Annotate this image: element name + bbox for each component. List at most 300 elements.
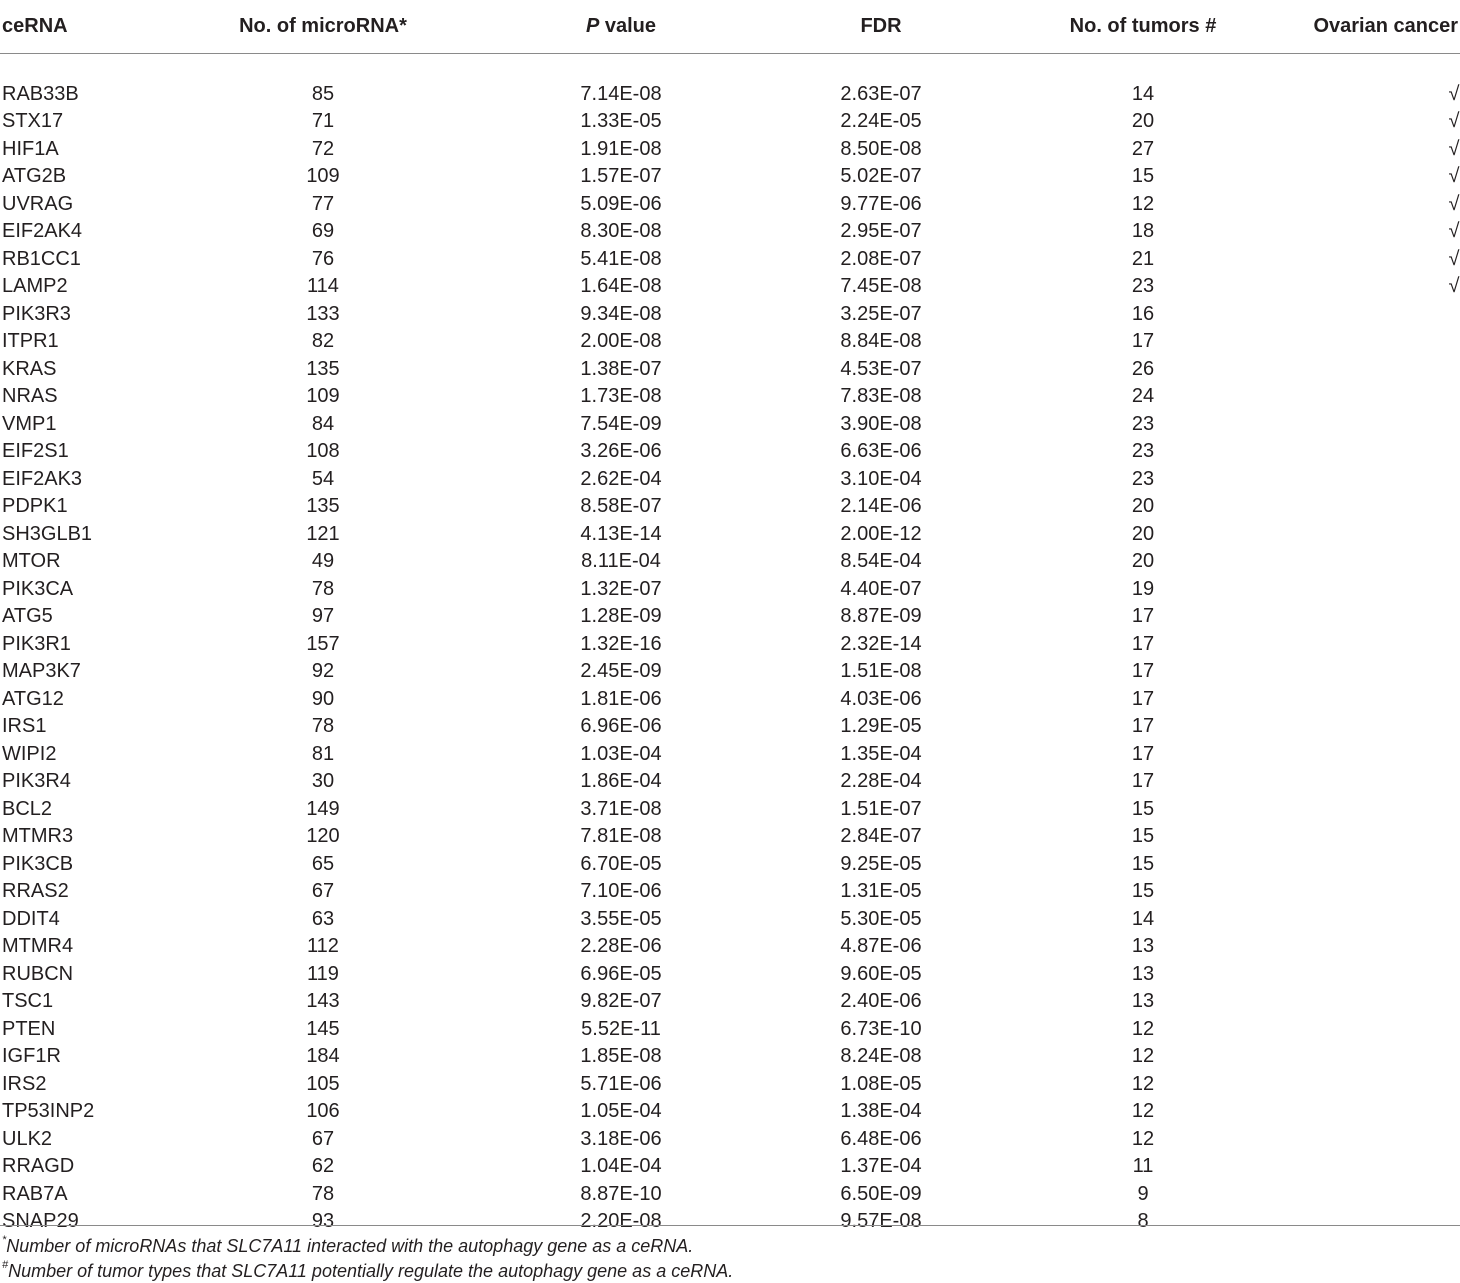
cell-ovarian-check (1300, 631, 1460, 659)
table-row (0, 878, 1460, 906)
cell-ovarian-check (1300, 383, 1460, 411)
cell-p-value: 5.09E-06 (580, 192, 662, 215)
cell-fdr: 2.40E-06 (840, 990, 922, 1012)
cell-p-value: 3.55E-05 (580, 907, 662, 930)
cell-ovarian-check: √ (1448, 137, 1460, 160)
table-row (0, 383, 1460, 411)
cell-fdr: 9.25E-05 (840, 852, 922, 875)
cell-ovarian-check (1300, 1098, 1460, 1126)
cell-fdr: 4.40E-07 (840, 577, 922, 600)
cell-p-value: 2.28E-06 (580, 935, 662, 957)
cell-microrna-count: 30 (311, 770, 335, 792)
cell-p-value: 1.91E-08 (580, 137, 662, 160)
cell-ovarian-check: √ (1448, 220, 1460, 242)
cell-microrna-count: 135 (306, 357, 340, 380)
cell-ovarian-check (1300, 493, 1460, 521)
cell-p-value: 8.87E-10 (580, 1182, 662, 1205)
cell-ovarian-check (1300, 988, 1460, 1016)
cell-microrna-count: 65 (311, 852, 335, 875)
cell-ovarian-check (1300, 356, 1460, 384)
cell-p-value: 1.38E-07 (580, 357, 662, 380)
spacer-cell (0, 53, 1460, 81)
cell-cerna: MAP3K7 (2, 660, 81, 682)
cell-tumor-count: 17 (1131, 715, 1155, 737)
cell-p-value: 1.85E-08 (580, 1045, 662, 1067)
cell-microrna-count: 54 (311, 467, 335, 490)
cell-ovarian-check (1300, 796, 1460, 824)
table-row (0, 933, 1460, 961)
header-tumor-count: No. of tumors # (986, 0, 1300, 53)
cell-ovarian-check: √ (1448, 110, 1460, 132)
cell-cerna: RRAS2 (2, 880, 69, 902)
table-row (0, 136, 1460, 164)
cell-ovarian-check (1300, 906, 1460, 934)
cell-ovarian-check (1300, 713, 1460, 741)
cell-ovarian-check: √ (1448, 275, 1460, 297)
cell-fdr: 2.28E-04 (840, 770, 922, 792)
cell-cerna: BCL2 (2, 797, 53, 820)
cell-microrna-count: 67 (311, 1127, 335, 1150)
cell-tumor-count: 8 (1137, 1210, 1149, 1232)
table-row (0, 1208, 1460, 1236)
cell-tumor-count: 27 (1131, 137, 1155, 160)
header-p-value-rest: value (599, 15, 657, 37)
cell-cerna: EIF2AK4 (2, 220, 83, 242)
cell-cerna: ATG5 (2, 605, 53, 627)
cell-cerna: LAMP2 (2, 275, 68, 297)
cell-cerna: MTMR3 (2, 825, 74, 847)
cell-microrna-count: 120 (306, 825, 340, 847)
cell-cerna: PIK3CB (2, 852, 74, 875)
table-row (0, 411, 1460, 439)
cell-cerna: SNAP29 (2, 1210, 79, 1232)
cell-fdr: 1.31E-05 (840, 880, 922, 902)
cell-cerna: STX17 (2, 110, 64, 132)
cell-microrna-count: 84 (311, 412, 335, 435)
cell-microrna-count: 145 (306, 1017, 340, 1040)
footnote-marker-asterisk: * (2, 1234, 7, 1246)
cell-tumor-count: 19 (1131, 577, 1155, 600)
table-row (0, 218, 1460, 246)
cell-ovarian-check (1300, 686, 1460, 714)
cell-ovarian-check (1300, 411, 1460, 439)
cell-microrna-count: 119 (307, 962, 339, 985)
cell-tumor-count: 13 (1131, 962, 1155, 985)
cell-ovarian-check (1300, 1181, 1460, 1209)
header-row (0, 0, 1460, 53)
cell-fdr: 8.87E-09 (840, 605, 922, 627)
cell-p-value: 3.71E-08 (580, 797, 662, 820)
cell-microrna-count: 135 (306, 495, 340, 517)
table-row (0, 686, 1460, 714)
cell-cerna: ATG12 (2, 687, 64, 710)
cell-fdr: 1.38E-04 (840, 1100, 922, 1122)
cell-p-value: 1.33E-05 (580, 110, 662, 132)
cell-microrna-count: 121 (306, 522, 340, 545)
cell-fdr: 1.08E-05 (840, 1072, 922, 1095)
cell-fdr: 1.51E-08 (840, 660, 922, 682)
cell-fdr: 4.87E-06 (840, 935, 922, 957)
table-row (0, 906, 1460, 934)
cell-cerna: PDPK1 (2, 495, 68, 517)
table-row (0, 823, 1460, 851)
cell-microrna-count: 78 (311, 1182, 335, 1205)
cell-tumor-count: 12 (1131, 1127, 1155, 1150)
table-row (0, 246, 1460, 274)
cell-tumor-count: 23 (1131, 467, 1155, 490)
cell-fdr: 6.50E-09 (840, 1182, 922, 1205)
cell-fdr: 8.84E-08 (840, 330, 922, 352)
cell-p-value: 9.82E-07 (580, 990, 662, 1012)
table-row (0, 1126, 1460, 1154)
cell-cerna: EIF2S1 (2, 440, 69, 462)
cell-tumor-count: 12 (1131, 192, 1155, 215)
cell-ovarian-check (1300, 1071, 1460, 1099)
cell-cerna: RAB7A (2, 1182, 68, 1205)
cell-fdr: 4.53E-07 (840, 357, 922, 380)
cell-ovarian-check (1300, 328, 1460, 356)
cell-p-value: 1.32E-16 (580, 632, 662, 655)
table-row (0, 576, 1460, 604)
cell-fdr: 2.08E-07 (840, 247, 922, 270)
cell-microrna-count: 76 (311, 247, 335, 270)
cell-cerna: IRS2 (2, 1072, 47, 1095)
table-row (0, 1016, 1460, 1044)
cell-fdr: 3.90E-08 (840, 412, 922, 435)
cell-p-value: 2.20E-08 (580, 1210, 662, 1232)
cell-ovarian-check (1300, 1043, 1460, 1071)
cell-p-value: 8.11E-04 (581, 550, 661, 572)
cell-p-value: 2.62E-04 (580, 467, 662, 490)
cell-tumor-count: 15 (1131, 825, 1155, 847)
cell-microrna-count: 63 (311, 907, 335, 930)
cell-tumor-count: 15 (1131, 880, 1155, 902)
table-row (0, 356, 1460, 384)
cell-p-value: 7.81E-08 (580, 825, 662, 847)
table-row (0, 1181, 1460, 1209)
footnote-tumors-text: Number of tumor types that SLC7A11 potentially regulate the autophagy gene as a ceRNA. (8, 1261, 734, 1281)
cell-cerna: PIK3CA (2, 577, 74, 600)
cell-ovarian-check: √ (1448, 165, 1460, 187)
table-row (0, 438, 1460, 466)
cell-ovarian-check (1300, 768, 1460, 796)
header-p-value-italic: P (585, 15, 600, 37)
cell-fdr: 7.83E-08 (840, 385, 922, 407)
cell-tumor-count: 17 (1131, 660, 1155, 682)
cell-fdr: 2.00E-12 (840, 522, 922, 545)
cell-p-value: 1.04E-04 (580, 1155, 662, 1177)
cell-p-value: 4.13E-14 (580, 522, 662, 545)
cell-tumor-count: 12 (1131, 1100, 1155, 1122)
table-row (0, 1043, 1460, 1071)
cell-ovarian-check: √ (1448, 247, 1460, 270)
cell-fdr: 2.24E-05 (840, 110, 922, 132)
table-body (0, 53, 1460, 1236)
cell-p-value: 3.26E-06 (580, 440, 662, 462)
cell-microrna-count: 67 (311, 880, 335, 902)
cell-microrna-count: 109 (306, 165, 340, 187)
cell-p-value: 5.71E-06 (580, 1072, 662, 1095)
cell-ovarian-check: √ (1448, 82, 1460, 105)
table-header (0, 0, 1460, 53)
cell-ovarian-check (1300, 823, 1460, 851)
cell-cerna: IGF1R (2, 1045, 61, 1067)
cell-microrna-count: 78 (311, 715, 335, 737)
table-row (0, 851, 1460, 879)
cell-ovarian-check (1300, 1153, 1460, 1181)
cell-microrna-count: 97 (311, 605, 335, 627)
table-row (0, 741, 1460, 769)
header-ovarian-cancer: Ovarian cancer (1300, 0, 1460, 53)
cell-tumor-count: 20 (1131, 550, 1155, 572)
cell-cerna: MTOR (2, 550, 61, 572)
cell-microrna-count: 71 (311, 110, 335, 132)
cell-ovarian-check (1300, 878, 1460, 906)
cell-fdr: 8.50E-08 (840, 137, 922, 160)
cell-tumor-count: 21 (1131, 247, 1155, 270)
cell-fdr: 1.29E-05 (840, 715, 922, 737)
cell-tumor-count: 12 (1131, 1017, 1155, 1040)
cell-p-value: 7.14E-08 (580, 82, 662, 105)
table-row (0, 1153, 1460, 1181)
cell-fdr: 3.10E-04 (840, 467, 922, 490)
cell-p-value: 1.57E-07 (580, 165, 662, 187)
cell-microrna-count: 62 (311, 1155, 335, 1177)
cell-p-value: 5.52E-11 (581, 1017, 661, 1040)
cell-fdr: 8.54E-04 (840, 550, 922, 572)
cell-fdr: 6.63E-06 (840, 440, 922, 462)
table-row (0, 961, 1460, 989)
cell-p-value: 1.81E-06 (580, 687, 662, 710)
table-row (0, 796, 1460, 824)
cell-fdr: 1.51E-07 (840, 797, 922, 820)
cell-microrna-count: 85 (311, 82, 335, 105)
cell-p-value: 1.32E-07 (580, 577, 662, 600)
cell-cerna: PIK3R3 (2, 302, 71, 325)
cell-tumor-count: 14 (1131, 82, 1155, 105)
cell-ovarian-check (1300, 1016, 1460, 1044)
cell-cerna: ULK2 (2, 1127, 53, 1150)
cell-ovarian-check (1300, 438, 1460, 466)
cell-microrna-count: 93 (311, 1210, 335, 1232)
cell-p-value: 9.34E-08 (580, 302, 662, 325)
cell-tumor-count: 15 (1131, 165, 1155, 187)
cell-p-value: 1.03E-04 (580, 742, 662, 765)
footnote-marker-hash: # (2, 1259, 9, 1271)
cell-ovarian-check (1300, 576, 1460, 604)
header-fdr: FDR (776, 0, 986, 53)
cell-cerna: RUBCN (2, 962, 74, 985)
cell-p-value: 6.70E-05 (580, 852, 662, 875)
cell-tumor-count: 17 (1131, 687, 1155, 710)
cell-ovarian-check (1300, 961, 1460, 989)
cell-fdr: 1.35E-04 (840, 742, 922, 765)
cell-ovarian-check (1300, 603, 1460, 631)
cell-cerna: TSC1 (2, 990, 54, 1012)
cell-tumor-count: 12 (1131, 1045, 1155, 1067)
cell-microrna-count: 157 (306, 632, 340, 655)
cell-microrna-count: 72 (311, 137, 335, 160)
cell-tumor-count: 24 (1131, 385, 1155, 407)
cell-microrna-count: 106 (306, 1100, 340, 1122)
cell-p-value: 8.58E-07 (580, 495, 662, 517)
cell-ovarian-check (1300, 658, 1460, 686)
cell-p-value: 3.18E-06 (580, 1127, 662, 1150)
cell-p-value: 7.10E-06 (580, 880, 662, 902)
cell-tumor-count: 16 (1131, 302, 1155, 325)
cell-cerna: KRAS (2, 357, 57, 380)
table-row (0, 301, 1460, 329)
cell-microrna-count: 78 (311, 577, 335, 600)
cell-p-value: 1.28E-09 (580, 605, 662, 627)
cell-fdr: 2.63E-07 (840, 82, 922, 105)
cell-tumor-count: 17 (1131, 330, 1155, 352)
cell-cerna: PIK3R4 (2, 770, 71, 792)
cell-p-value: 1.05E-04 (580, 1100, 662, 1122)
cell-cerna: TP53INP2 (2, 1100, 95, 1122)
cell-microrna-count: 149 (306, 797, 340, 820)
cell-fdr: 9.77E-06 (840, 192, 922, 215)
cell-microrna-count: 81 (311, 742, 335, 765)
cell-fdr: 1.37E-04 (840, 1155, 922, 1177)
footnote-tumors (2, 1261, 733, 1282)
header-microrna-count: No. of microRNA* (180, 0, 466, 53)
cell-tumor-count: 15 (1131, 797, 1155, 820)
cell-fdr: 6.73E-10 (840, 1017, 922, 1040)
table-row (0, 191, 1460, 219)
cell-cerna: MTMR4 (2, 935, 74, 957)
cell-microrna-count: 184 (306, 1045, 340, 1067)
cell-cerna: RB1CC1 (2, 247, 81, 270)
cell-fdr: 4.03E-06 (840, 687, 922, 710)
cell-ovarian-check (1300, 301, 1460, 329)
table-row (0, 658, 1460, 686)
table-row (0, 631, 1460, 659)
cell-cerna: RAB33B (2, 82, 79, 105)
cell-tumor-count: 18 (1131, 220, 1155, 242)
cell-cerna: IRS1 (2, 715, 47, 737)
cell-microrna-count: 112 (307, 935, 339, 957)
cell-ovarian-check (1300, 741, 1460, 769)
cell-tumor-count: 26 (1131, 357, 1155, 380)
cell-ovarian-check: √ (1448, 192, 1460, 215)
cell-tumor-count: 11 (1132, 1155, 1154, 1177)
cell-cerna: UVRAG (2, 192, 74, 215)
table-row (0, 163, 1460, 191)
cell-microrna-count: 108 (306, 440, 340, 462)
cell-cerna: WIPI2 (2, 742, 57, 765)
cell-tumor-count: 13 (1131, 935, 1155, 957)
cell-microrna-count: 143 (306, 990, 340, 1012)
cell-p-value: 2.00E-08 (580, 330, 662, 352)
cell-tumor-count: 12 (1131, 1072, 1155, 1095)
table-row (0, 81, 1460, 109)
cell-microrna-count: 133 (306, 302, 340, 325)
cell-microrna-count: 69 (311, 220, 335, 242)
table-row (0, 988, 1460, 1016)
cell-fdr: 2.84E-07 (840, 825, 922, 847)
table-row (0, 108, 1460, 136)
table-row (0, 548, 1460, 576)
footnote-microrna-text: Number of microRNAs that SLC7A11 interacted with the autophagy gene as a ceRNA. (6, 1236, 694, 1256)
table-row (0, 1071, 1460, 1099)
cell-p-value: 6.96E-06 (580, 715, 662, 737)
cell-tumor-count: 14 (1131, 907, 1155, 930)
cell-ovarian-check (1300, 1126, 1460, 1154)
cell-microrna-count: 92 (311, 660, 335, 682)
cell-microrna-count: 105 (306, 1072, 340, 1095)
cell-ovarian-check (1300, 933, 1460, 961)
cell-fdr: 6.48E-06 (840, 1127, 922, 1150)
cell-microrna-count: 90 (311, 687, 335, 710)
cell-p-value: 8.30E-08 (580, 220, 662, 242)
header-cerna: ceRNA (0, 0, 180, 53)
cell-tumor-count: 17 (1131, 742, 1155, 765)
cell-tumor-count: 20 (1131, 110, 1155, 132)
table-row (0, 768, 1460, 796)
cell-ovarian-check (1300, 851, 1460, 879)
cell-p-value: 1.73E-08 (580, 385, 662, 407)
cell-fdr: 8.24E-08 (840, 1045, 922, 1067)
cell-fdr: 2.95E-07 (840, 220, 922, 242)
cell-ovarian-check (1300, 548, 1460, 576)
cell-fdr: 5.30E-05 (840, 907, 922, 930)
cell-tumor-count: 23 (1131, 412, 1155, 435)
cell-fdr: 2.14E-06 (840, 495, 922, 517)
cell-tumor-count: 20 (1131, 495, 1155, 517)
cell-fdr: 5.02E-07 (840, 165, 922, 187)
table-row (0, 328, 1460, 356)
cell-tumor-count: 17 (1131, 770, 1155, 792)
cell-p-value: 2.45E-09 (580, 660, 662, 682)
cell-fdr: 9.57E-08 (840, 1210, 922, 1232)
table-row (0, 713, 1460, 741)
cell-cerna: NRAS (2, 385, 58, 407)
cell-ovarian-check (1300, 1208, 1460, 1236)
cell-p-value: 1.64E-08 (580, 275, 662, 297)
cell-microrna-count: 109 (306, 385, 340, 407)
cell-cerna: HIF1A (2, 137, 59, 160)
cell-p-value: 7.54E-09 (580, 412, 662, 435)
cell-ovarian-check (1300, 521, 1460, 549)
cell-tumor-count: 23 (1131, 440, 1155, 462)
cell-p-value: 1.86E-04 (580, 770, 662, 792)
cell-tumor-count: 15 (1131, 852, 1155, 875)
table-row (0, 521, 1460, 549)
table-row (0, 493, 1460, 521)
cell-fdr: 2.32E-14 (840, 632, 922, 655)
footnote-microrna (2, 1236, 693, 1257)
header-p-value (466, 0, 776, 53)
table-row (0, 1098, 1460, 1126)
cell-cerna: SH3GLB1 (2, 522, 93, 545)
cell-microrna-count: 77 (311, 192, 335, 215)
cell-microrna-count: 114 (307, 275, 339, 297)
cell-fdr: 7.45E-08 (840, 275, 922, 297)
cell-cerna: PIK3R1 (2, 632, 71, 655)
cell-tumor-count: 20 (1131, 522, 1155, 545)
table-row (0, 603, 1460, 631)
cell-tumor-count: 9 (1137, 1182, 1149, 1205)
cell-cerna: EIF2AK3 (2, 467, 83, 490)
cell-tumor-count: 17 (1131, 605, 1155, 627)
cell-microrna-count: 49 (311, 550, 335, 572)
cell-cerna: RRAGD (2, 1155, 75, 1177)
table-row (0, 273, 1460, 301)
cell-p-value: 5.41E-08 (580, 247, 662, 270)
cell-tumor-count: 23 (1131, 275, 1155, 297)
spacer-row (0, 53, 1460, 81)
